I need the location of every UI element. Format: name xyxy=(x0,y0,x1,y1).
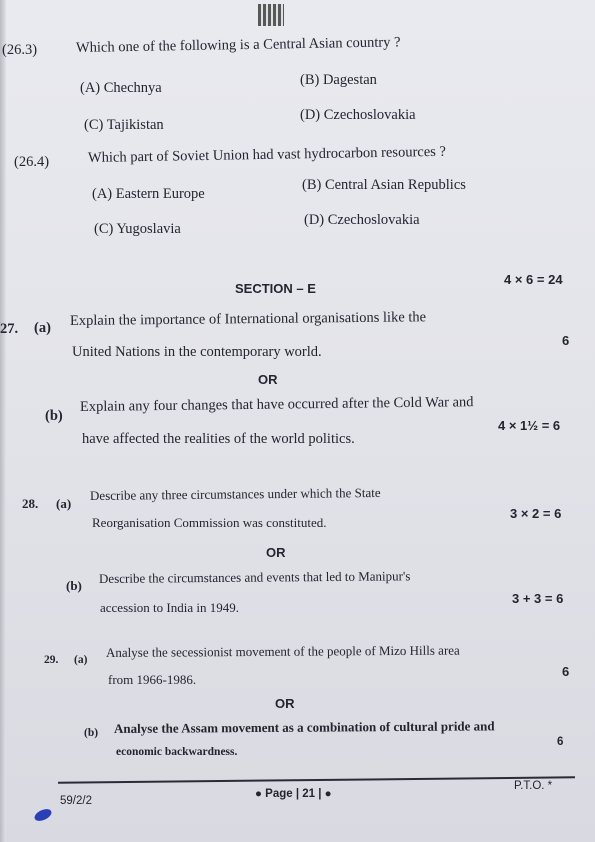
question-text: Describe any three circumstances under which the State xyxy=(89,484,381,503)
option-d: (D) Czechoslovakia xyxy=(304,212,420,228)
page-number: ● Page | 21 | ● xyxy=(255,788,332,800)
question-text: United Nations in the contemporary world. xyxy=(72,344,322,360)
paper-code: 59/2/2 xyxy=(60,795,92,807)
part-label: (b) xyxy=(66,578,82,593)
part-label: (b) xyxy=(45,408,63,424)
qr-code-icon xyxy=(258,4,284,26)
option-c: (C) Tajikistan xyxy=(84,117,164,133)
question-number: 28. xyxy=(22,496,39,511)
part-label: (b) xyxy=(84,727,99,739)
star-icon: * xyxy=(544,780,553,792)
part-label: (a) xyxy=(74,654,88,666)
question-number: 29. xyxy=(44,654,59,666)
section-marks: 4 × 6 = 24 xyxy=(504,272,563,287)
option-a: (A) Chechnya xyxy=(80,80,162,96)
question-text: Explain any four changes that have occurred after the Cold War and xyxy=(79,394,474,415)
part-label: (a) xyxy=(34,320,51,336)
option-a: (A) Eastern Europe xyxy=(92,186,205,202)
question-text: economic backwardness. xyxy=(116,746,238,758)
question-text: Analyse the secessionist movement of the people of Mizo Hills area xyxy=(105,642,460,660)
marks: 4 × 1½ = 6 xyxy=(498,418,561,433)
ink-stain xyxy=(33,807,54,824)
marks: 3 × 2 = 6 xyxy=(510,506,562,521)
question-text: Reorganisation Commission was constituted. xyxy=(92,515,327,530)
footer-rule xyxy=(58,776,575,783)
option-c: (C) Yugoslavia xyxy=(94,221,181,237)
question-text: Which one of the following is a Central Asian country ? xyxy=(75,34,401,56)
question-text: Explain the importance of International organisations like the xyxy=(69,309,427,329)
bullet-icon: ● xyxy=(321,788,332,800)
marks: 6 xyxy=(562,664,570,679)
or-separator: OR xyxy=(258,372,278,387)
question-number: 27. xyxy=(0,321,19,337)
question-text: Describe the circumstances and events that led to Manipur's xyxy=(98,568,411,586)
question-text: accession to India in 1949. xyxy=(100,600,239,615)
question-text: have affected the realities of the world politics. xyxy=(82,431,355,447)
question-number: (26.4) xyxy=(14,154,50,170)
or-separator: OR xyxy=(275,696,295,711)
part-label: (a) xyxy=(56,496,72,511)
option-b: (B) Dagestan xyxy=(300,72,377,88)
marks: 3 + 3 = 6 xyxy=(512,591,564,606)
marks: 6 xyxy=(562,333,570,348)
option-b: (B) Central Asian Republics xyxy=(302,177,466,193)
or-separator: OR xyxy=(266,545,286,560)
option-d: (D) Czechoslovakia xyxy=(300,107,416,123)
question-text: Which part of Soviet Union had vast hydrocarbon resources ? xyxy=(87,143,447,166)
question-text: Analyse the Assam movement as a combination of cultural pride and xyxy=(113,718,495,736)
pto-label: P.T.O. * xyxy=(514,780,553,792)
bullet-icon: ● xyxy=(255,788,266,800)
question-number: (26.3) xyxy=(2,42,38,58)
marks: 6 xyxy=(557,736,564,748)
section-title: SECTION – E xyxy=(235,281,316,296)
question-text: from 1966-1986. xyxy=(108,672,197,687)
page-fold-shadow xyxy=(0,0,6,842)
